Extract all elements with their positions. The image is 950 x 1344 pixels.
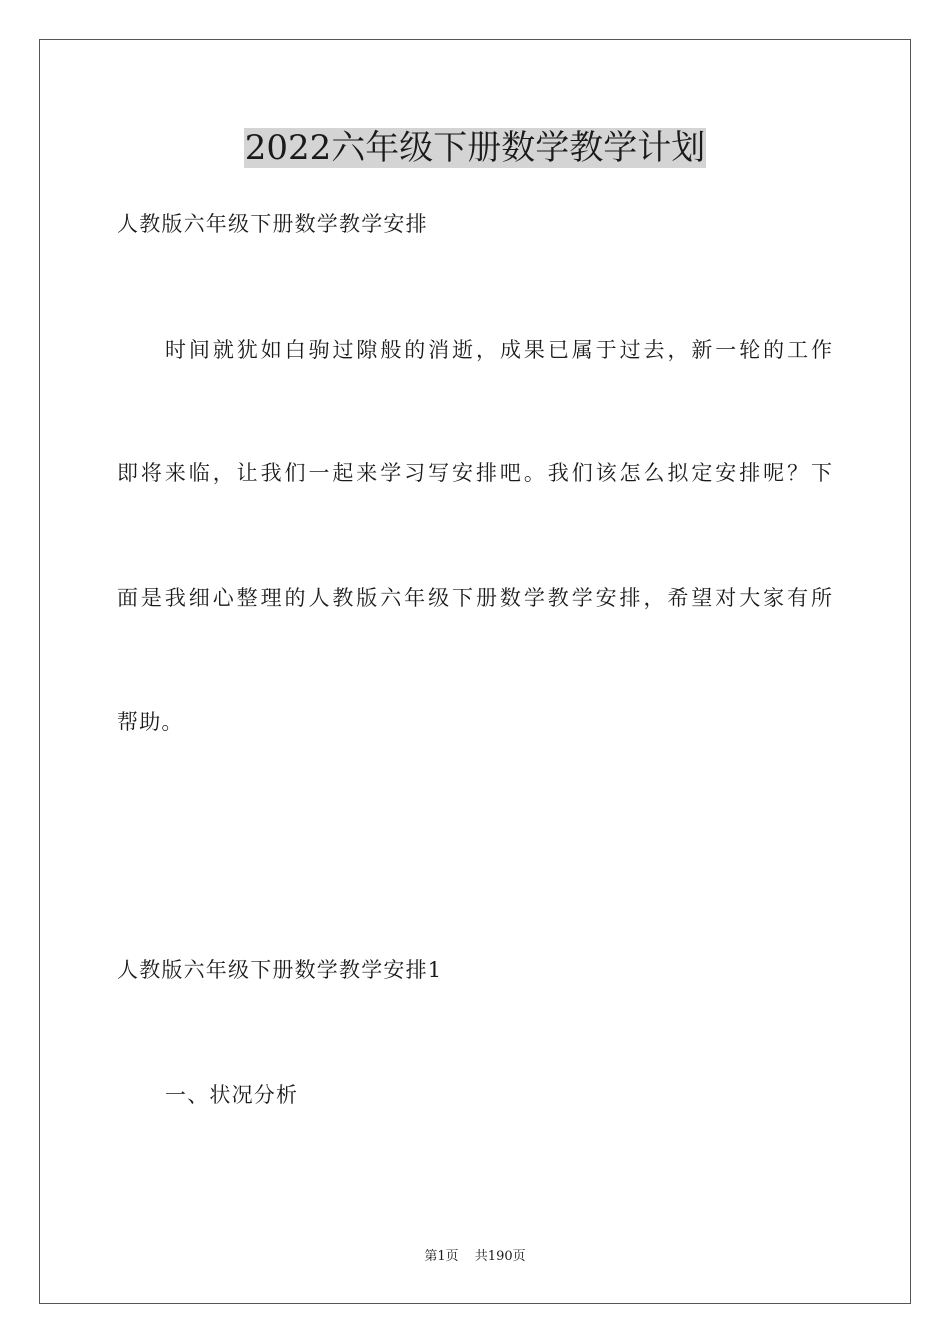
subsection-heading: 一、状况分析 — [165, 1083, 299, 1107]
page-total: 共190页 — [474, 1249, 526, 1264]
page-footer — [0, 1248, 950, 1266]
intro-line-1: 时间就犹如白驹过隙般的消逝，成果已属于过去，新一轮的工作 — [165, 338, 832, 362]
document-title-text: 2022六年级下册数学教学计划 — [244, 128, 706, 168]
intro-line-4: 帮助。 — [117, 710, 184, 734]
intro-line-2: 即将来临，让我们一起来学习写安排吧。我们该怎么拟定安排呢？下 — [117, 461, 832, 485]
document-title — [0, 126, 950, 170]
document-subtitle: 人教版六年级下册数学教学安排 — [117, 212, 428, 236]
intro-line-3: 面是我细心整理的人教版六年级下册数学教学安排，希望对大家有所 — [117, 586, 832, 610]
page-number: 第1页 — [424, 1249, 459, 1264]
section-heading: 人教版六年级下册数学教学安排1 — [117, 958, 443, 982]
